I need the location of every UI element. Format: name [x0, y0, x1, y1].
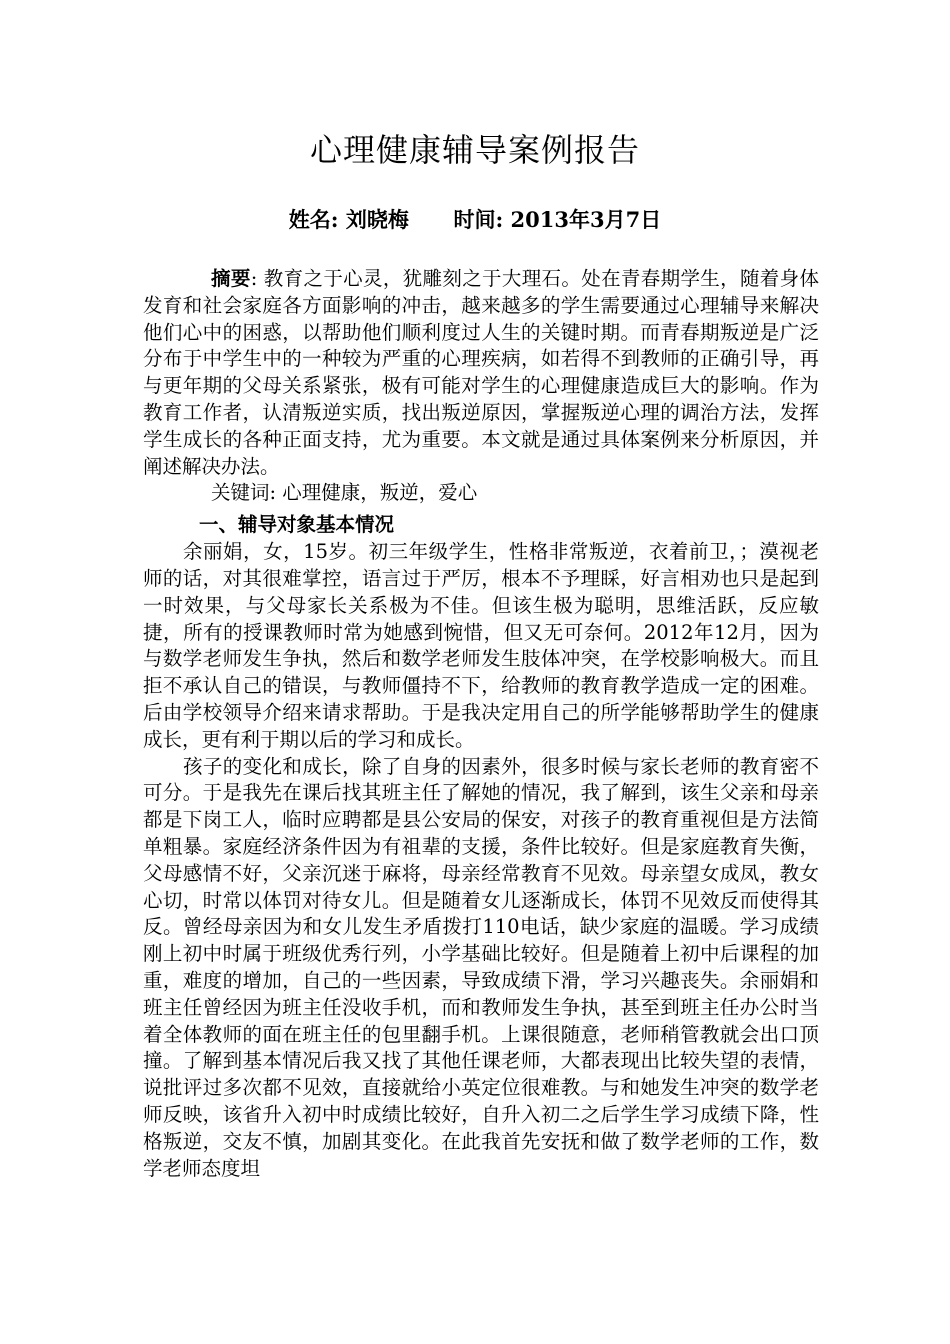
abstract-paragraph [143, 266, 819, 480]
author-name: 刘晓梅 [345, 207, 409, 232]
section-paragraph-2: 孩子的变化和成长，除了自身的因素外，很多时候与家长老师的教育密不可分。于是我先在课后找其班主任了解她的情况，我了解到，该生父亲和母亲都是下岗工人，临时应聘都是县公安局的保安，对孩子的教育重视但是方法简单粗暴。家庭经济条件因为有祖辈的支援，条件比较好。但是家庭教育失衡，父母感情不好，父亲沉迷于麻将，母亲经常教育不见效。母亲望女成凤，教女心切，时常以体罚对待女儿。但是随着女儿逐渐成长，体罚不见效反而使得其反。曾经母亲因为和女儿发生矛盾拨打110电话，缺少家庭的温暖。学习成绩刚上初中时属于班级优秀行列，小学基础比较好。但是随着上初中后课程的加重，难度的增加，自己的一些因素，导致成绩下滑，学习兴趣丧失。余丽娟和班主任曾经因为班主任没收手机，而和教师发生争执，甚至到班主任办公时当着全体教师的面在班主任的包里翻手机。上课很随意，老师稍管教就会出口顶撞。了解到基本情况后我又找了其他任课老师，大都表现出比较失望的表情，说批评过多次都不见效，直接就给小英定位很难教。与和她发生冲突的数学老师反映，该省升入初中时成绩比较好，自升入初二之后学生学习成绩下降，性格叛逆，交友不慎，加剧其变化。在此我首先安抚和做了数学老师的工作，数学老师态度坦 [143, 754, 819, 1180]
abstract-label: 摘要 [211, 267, 251, 290]
abstract-text: : 教育之于心灵，犹雕刻之于大理石。处在青春期学生，随着身体发育和社会家庭各方面影响的冲击，越来越多的学生需要通过心理辅导来解决他们心中的困惑，以帮助他们顺利度过人生的关键时期。而青春期叛逆是广泛分布于中学生中的一种较为严重的心理疾病，如若得不到教师的正确引导，再与更年期的父母关系紧张，极有可能对学生的心理健康造成巨大的影响。作为教育工作者，认清叛逆实质，找出叛逆原因，掌握叛逆心理的调治方法，发挥学生成长的各种正面支持，尤为重要。本文就是通过具体案例来分析原因，并阐述解决办法。 [143, 267, 819, 478]
author-date-line [0, 203, 950, 237]
time-label: 时间: [453, 207, 504, 232]
report-date: 2013年3月7日 [510, 207, 662, 232]
document-title: 心理健康辅导案例报告 [309, 131, 640, 169]
section-heading: 一、辅导对象基本情况 [199, 513, 395, 537]
section-paragraph-1: 余丽娟，女，15岁。初三年级学生，性格非常叛逆，衣着前卫，；漠视老师的话，对其很难掌控，语言过于严厉，根本不予理睬，好言相劝也只是起到一时效果，与父母家长关系极为不佳。但该生极为聪明，思维活跃，反应敏捷，所有的授课教师时常为她感到惋惜，但又无可奈何。2012年12月，因为与数学老师发生争执，然后和数学老师发生肢体冲突，在学校影响极大。而且拒不承认自己的错误，与教师僵持不下，给教师的教育教学造成一定的困难。后由学校领导介绍来请求帮助。于是我决定用自己的所学能够帮助学生的健康成长，更有利于期以后的学习和成长。 [143, 540, 819, 751]
document-body [143, 266, 819, 1182]
name-label: 姓名: [288, 207, 339, 232]
keywords-line: 关键词: 心理健康，叛逆，爱心 [211, 481, 478, 505]
